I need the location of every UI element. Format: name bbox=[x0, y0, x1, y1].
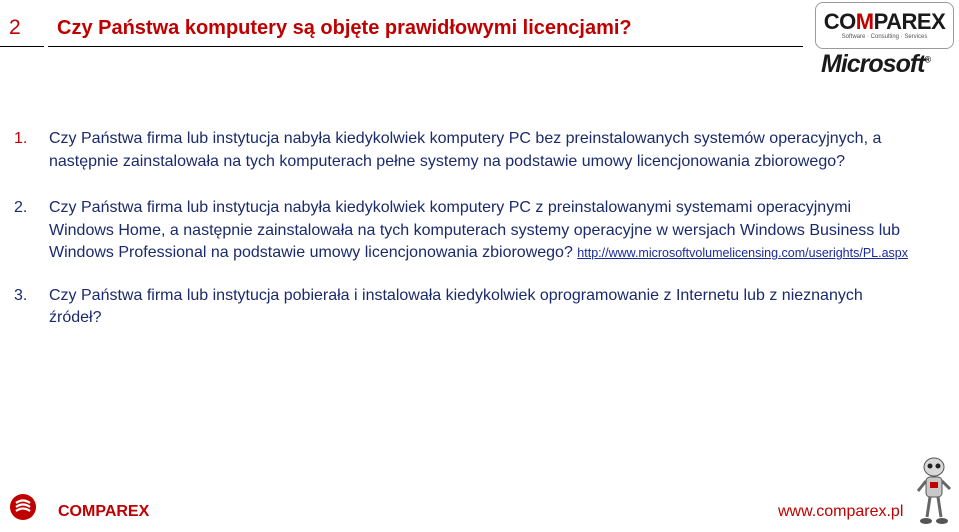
question-text: Czy Państwa firma lub instytucja nabyła kiedykolwiek komputery PC bez preinstalowanych systemów operacyjnych, a następnie zainstalowała na tych komputerach pełne systemy na podstawie umowy licencjonowania zbiorowego? bbox=[49, 130, 882, 170]
comparex-emblem-icon bbox=[10, 494, 36, 520]
footer-brand: COMPAREX bbox=[58, 503, 150, 520]
question-number: 2. bbox=[14, 199, 28, 216]
question-item bbox=[14, 285, 914, 330]
title-divider bbox=[48, 46, 803, 47]
licensing-link[interactable]: http://www.microsoftvolumelicensing.com/userights/PL.aspx bbox=[577, 246, 908, 260]
question-number: 1. bbox=[14, 130, 28, 147]
slide-number: 2 bbox=[9, 16, 21, 39]
microsoft-logo: Microsoft® bbox=[821, 50, 931, 78]
slide-title: Czy Państwa komputery są objęte prawidłowymi licencjami? bbox=[57, 17, 632, 39]
question-text: Czy Państwa firma lub instytucja pobierała i instalowała kiedykolwiek oprogramowanie z Internetu lub z nieznanych źródeł? bbox=[49, 286, 863, 326]
question-list bbox=[14, 128, 914, 330]
comparex-logo-word: COMPAREX bbox=[823, 9, 946, 34]
title-divider-left bbox=[0, 46, 44, 47]
robot-mascot-icon bbox=[914, 455, 954, 527]
question-text: Czy Państwa firma lub instytucja nabyła kiedykolwiek komputery PC z preinstalowanymi systemami operacyjnymi Windows Home, a następnie zainstalowała na tych komputerach systemy operacyjne w wersjach Windows Business lub Windows Professional na podstawie umowy licencjonowania zbiorowego? bbox=[49, 199, 901, 261]
footer-url: www.comparex.pl bbox=[778, 503, 904, 520]
comparex-logo bbox=[815, 2, 954, 49]
comparex-logo-tagline: Software · Consulting · Services bbox=[841, 34, 928, 40]
question-item bbox=[14, 197, 914, 265]
question-number: 3. bbox=[14, 286, 28, 304]
question-item bbox=[14, 128, 914, 173]
